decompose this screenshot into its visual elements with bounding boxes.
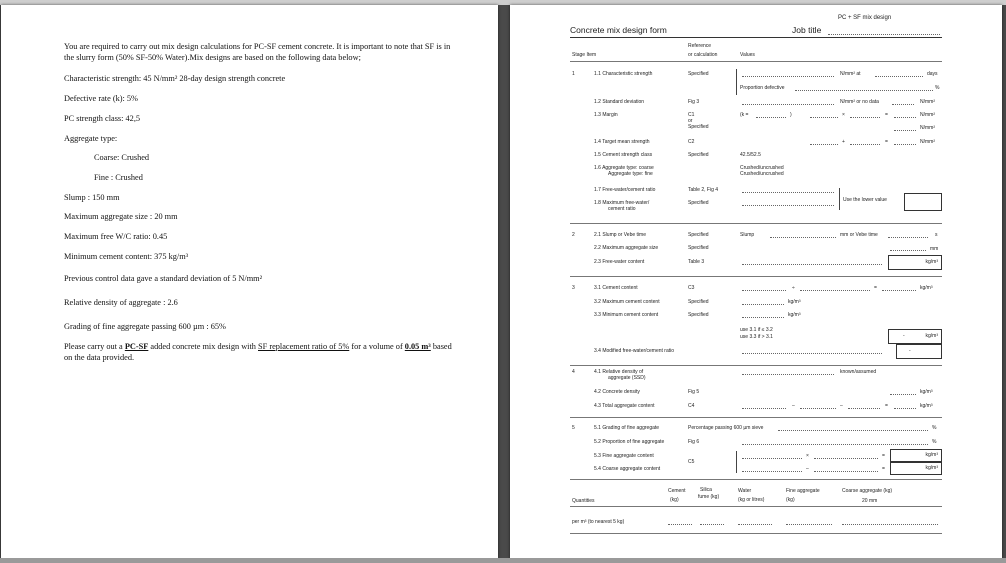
- fine-aggregate-box[interactable]: kg/m³: [890, 449, 942, 462]
- coarse-aggregate: Coarse: Crushed: [94, 153, 150, 162]
- item-1-3: 1.3 Margin: [594, 112, 618, 118]
- max-aggregate-size: Maximum aggregate size : 20 mm: [64, 212, 178, 221]
- item-1-5: 1.5 Cement strength class: [594, 152, 653, 158]
- item-1-4: 1.4 Target mean strength: [594, 139, 650, 145]
- defective-rate: Defective rate (k): 5%: [64, 94, 138, 103]
- item-5-3: 5.3 Fine aggregate content: [594, 453, 654, 459]
- coarse-aggregate-box[interactable]: kg/m³: [890, 462, 942, 475]
- item-4-3: 4.3 Total aggregate content: [594, 403, 655, 409]
- min-cement-content: Minimum cement content: 375 kg/m³: [64, 252, 189, 261]
- pc-strength-class: PC strength class: 42,5: [64, 114, 141, 123]
- item-3-1: 3.1 Cement content: [594, 285, 638, 291]
- viewer-bottom-bar: [0, 558, 1006, 563]
- form-title: Concrete mix design form: [570, 25, 667, 35]
- slump: Slump : 150 mm: [64, 193, 120, 202]
- item-5-2: 5.2 Proportion of fine aggregate: [594, 439, 665, 445]
- fine-aggregate: Fine : Crushed: [94, 173, 143, 182]
- fine-grading: Grading of fine aggregate passing 600 µm : 65%: [64, 322, 226, 331]
- col-values: Values: [740, 52, 755, 58]
- document-page-left[interactable]: [1, 5, 498, 559]
- free-water-box[interactable]: kg/m³: [888, 255, 942, 270]
- intro-paragraph: You are required to carry out mix design calculations for PC-SF cement concrete. It is important to note that SF is in the slurry form (50% SF-50% Water).Mix designs are based on the following data below;: [64, 42, 451, 62]
- item-1-7: 1.7 Free-water/cement ratio: [594, 187, 656, 193]
- relative-density: Relative density of aggregate : 2.6: [64, 298, 178, 307]
- item-4-1: 4.1 Relative density of: [594, 369, 644, 375]
- item-2-2: 2.2 Maximum aggregate size: [594, 245, 659, 251]
- modified-wc-box[interactable]: -: [896, 344, 942, 359]
- characteristic-strength: Characteristic strength: 45 N/mm² 28-day design strength concrete: [64, 74, 286, 83]
- per-m3-label: per m³ (to nearest 5 kg): [572, 519, 625, 525]
- aggregate-type-heading: Aggregate type:: [64, 134, 118, 143]
- item-5-1: 5.1 Grading of fine aggregate: [594, 425, 660, 431]
- item-4-2: 4.2 Concrete density: [594, 389, 640, 395]
- previous-standard-deviation: Previous control data gave a standard deviation of 5 N/mm²: [64, 274, 263, 283]
- col-stage-item: Stage Item: [572, 52, 597, 58]
- item-2-1: 2.1 Slump or Vebe time: [594, 232, 646, 238]
- item-5-4: 5.4 Coarse aggregate content: [594, 466, 661, 472]
- max-free-wc-ratio: Maximum free W/C ratio: 0.45: [64, 232, 168, 241]
- col-reference: Reference: [688, 43, 712, 49]
- final-instruction: Please carry out a PC-SF added concrete mix design with SF replacement ratio of 5% for a volume of 0.05 m³ based on the data provided.: [64, 342, 452, 362]
- mix-design-label: PC + SF mix design: [838, 15, 892, 21]
- col-reference-2: or calculation: [688, 52, 718, 58]
- item-3-2: 3.2 Maximum cement content: [594, 299, 660, 305]
- item-1-1: 1.1 Characteristic strength: [594, 71, 653, 77]
- item-1-8: 1.8 Maximum free-water/: [594, 200, 650, 206]
- item-1-6: 1.6 Aggregate type: coarse: [594, 165, 654, 171]
- lower-value-box[interactable]: [904, 193, 942, 211]
- item-2-3: 2.3 Free-water content: [594, 259, 645, 265]
- cement-content-box[interactable]: - kg/m³: [888, 329, 942, 344]
- item-3-3: 3.3 Minimum cement content: [594, 312, 659, 318]
- quantities-label: Quantities: [572, 498, 595, 504]
- document-page-right[interactable]: PC + SF mix design Concrete mix design form Job title Stage Item Reference or calculation Values 1 1.1 Characteristic strength Specified N/mm² at days Proportion defective % 1.2 Standard deviation Fig 3 N/mm² or no data N/mm² 1.3 Margin C1 or Specified (k = ) × = N/mm² N/mm² 1.4 Target mean strength C2 + = N/mm² 1.5 Cement strength class Specified 42.5/52.5 1.6 Aggregate type: coarse Aggregate type: fine Crushed/uncrushed Crushed/uncrushed 1.7 Free-water/cement ratio Table 2, Fig 4 1.8 Maximum free-water/ cement ratio Specified Use the lower value 2 2.1 Slump or Vebe time Specified Slump mm or Vebe time s 2.2 Maximum aggregate size Specified mm 2.3 Free-water content Table 3 kg/m³ 3 3.1 Cement content C3 ÷ = kg/m³ 3.2 Maximum cement content Specified kg/m³ 3.3 Minimum cement content Specified kg/m³ use 3.1 if ≤ 3.2 use 3.3 if > 3.1 - kg/m³ 3.4 Modified free-water/cement ratio - 4 4.1 Relative density of aggregate (SSD) known/assumed 4.2 Concrete density Fig 5 kg/m³ 4.3 Total aggregate content C4 – – = kg/m³ 5 5.1 Grading of fine aggregate Percentage passing 600 µm sieve % 5.2 Proportion of fine aggregate Fig 6 % 5.3 Fine aggregate content 5.4 Coarse aggregate content C5 × = kg/m³ – = kg/m³ Cement (kg) Silica fume (kg) Water (kg or litres) Fine aggregate (kg) Coarse aggregate (kg) 20 mm Quantities per m³ (to nearest 5 kg): [510, 5, 1002, 559]
- item-1-2: 1.2 Standard deviation: [594, 99, 645, 105]
- item-3-4: 3.4 Modified free-water/cement ratio: [594, 348, 675, 354]
- job-title-label: Job title: [792, 25, 822, 35]
